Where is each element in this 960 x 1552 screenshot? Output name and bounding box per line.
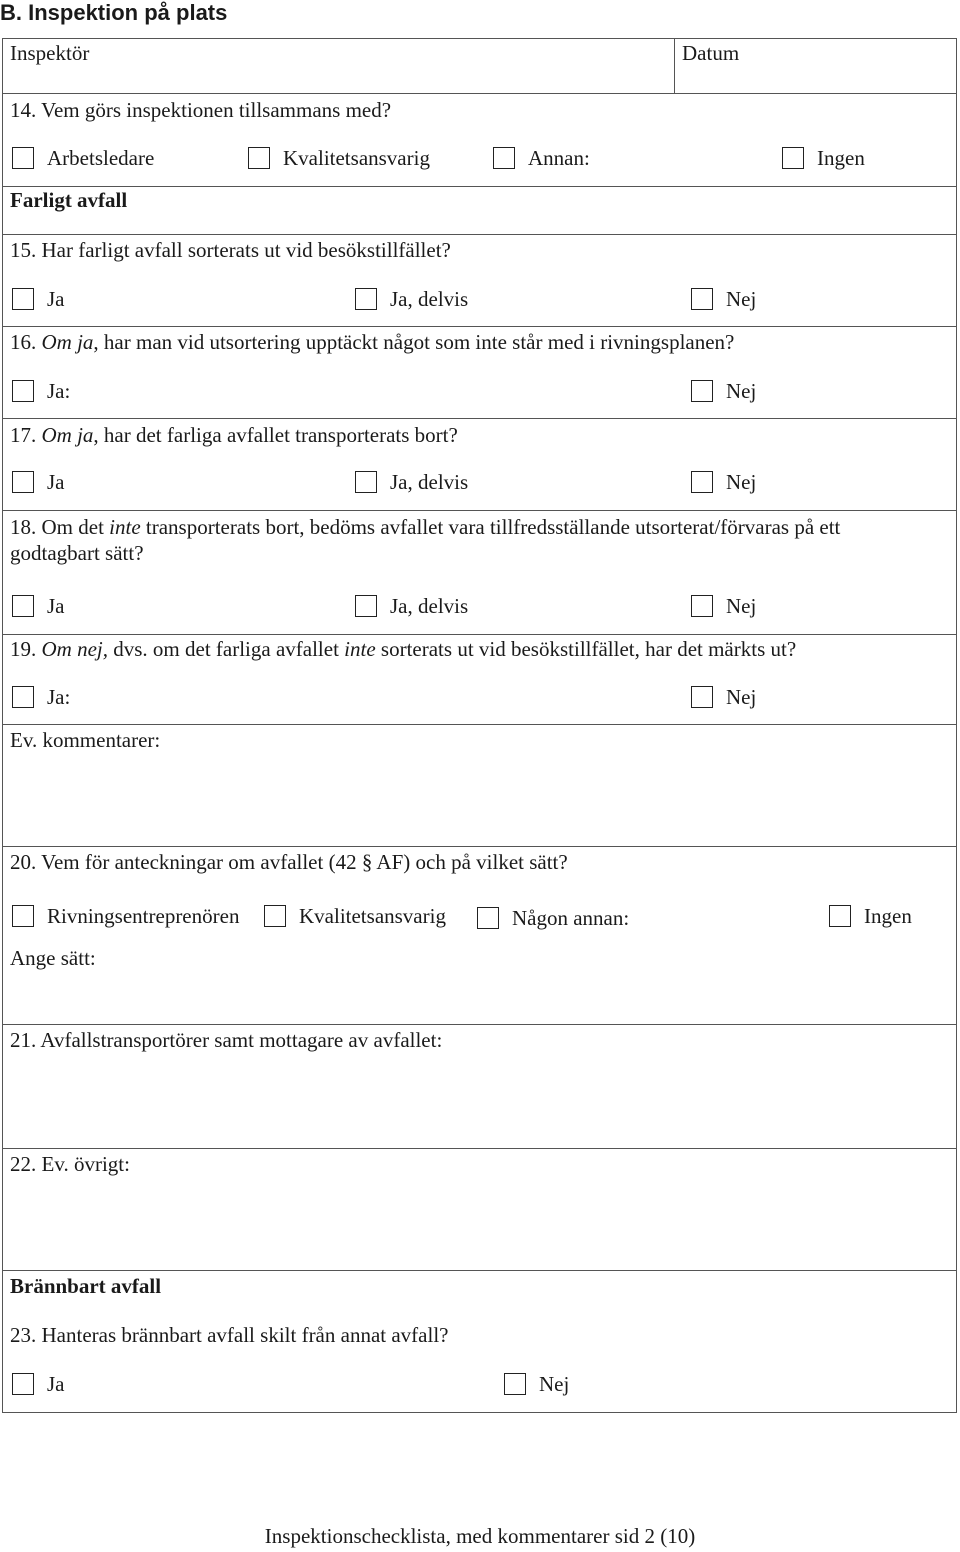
row-divider (2, 418, 957, 419)
option-label: Ingen (864, 904, 912, 928)
q19-number: 19. (10, 637, 37, 661)
option-label: Arbetsledare (47, 146, 155, 170)
form-top-border (2, 38, 957, 39)
checkbox-box[interactable] (12, 905, 34, 927)
option-label: Någon annan: (512, 906, 630, 930)
brannbart-avfall-heading: Brännbart avfall (10, 1274, 162, 1298)
checkbox-box[interactable] (829, 905, 851, 927)
checkbox-box[interactable] (12, 595, 34, 617)
form-right-border (956, 38, 957, 1412)
option-label: Nej (539, 1372, 570, 1396)
q14-question: 14. Vem görs inspektionen tillsammans med? (10, 98, 392, 122)
q18-question (10, 515, 840, 539)
q19-rest: sorterats ut vid besökstillfället, har det märkts ut? (375, 637, 797, 661)
checkbox-box[interactable] (12, 1373, 34, 1395)
row-divider (2, 846, 957, 847)
q22-question: 22. Ev. övrigt: (10, 1152, 130, 1176)
checkbox-box[interactable] (355, 471, 377, 493)
checkbox-box[interactable] (355, 288, 377, 310)
option-label: Ja, delvis (390, 470, 469, 494)
option-label: Nej (726, 379, 757, 403)
option-label: Ja (47, 594, 65, 618)
row-divider (2, 93, 957, 94)
option-label: Nej (726, 685, 757, 709)
option-label: Kvalitetsansvarig (299, 904, 446, 928)
date-label: Datum (682, 41, 740, 65)
q18-inte: inte (109, 515, 141, 539)
option-label: Kvalitetsansvarig (283, 146, 430, 170)
q16-number: 16. (10, 330, 37, 354)
checkbox-box[interactable] (691, 686, 713, 708)
q18-pre: 18. Om det (10, 515, 110, 539)
q20-method-label: Ange sätt: (10, 946, 96, 970)
q20-question: 20. Vem för anteckningar om avfallet (42 § AF) och på vilket sätt? (10, 850, 568, 874)
option-label: Rivningsentreprenören (47, 904, 240, 928)
option-label: Nej (726, 594, 757, 618)
q19-question (10, 637, 796, 661)
checkbox-box[interactable] (477, 907, 499, 929)
checkbox-box[interactable] (12, 147, 34, 169)
row-divider (2, 510, 957, 511)
checkbox-box[interactable] (691, 595, 713, 617)
q21-question: 21. Avfallstransportörer samt mottagare av avfallet: (10, 1028, 443, 1052)
row-divider (2, 1024, 957, 1025)
q23-question: 23. Hanteras brännbart avfall skilt från annat avfall? (10, 1323, 449, 1347)
q17-question (10, 423, 458, 447)
option-label: Annan: (528, 146, 590, 170)
row-divider (2, 1270, 957, 1271)
checkbox-box[interactable] (355, 595, 377, 617)
q18-question-line2: godtagbart sätt? (10, 541, 144, 565)
option-label: Ja (47, 287, 65, 311)
option-label: Ja: (47, 685, 71, 709)
q16-om-ja: Om ja (41, 330, 94, 354)
section-title: B. Inspektion på plats (0, 0, 228, 25)
checkbox-box[interactable] (691, 288, 713, 310)
date-divider (674, 38, 675, 93)
checkbox-box[interactable] (691, 471, 713, 493)
checkbox-box[interactable] (493, 147, 515, 169)
option-label: Ja (47, 1372, 65, 1396)
row-divider (2, 1148, 957, 1149)
checkbox-box[interactable] (12, 686, 34, 708)
farligt-avfall-heading: Farligt avfall (10, 188, 128, 212)
row-divider (2, 234, 957, 235)
row-divider (2, 186, 957, 187)
q15-question: 15. Har farligt avfall sorterats ut vid besökstillfället? (10, 238, 451, 262)
form-bottom-border (2, 1412, 957, 1413)
q18-post: transporterats bort, bedöms avfallet vara tillfredsställande utsorterat/förvaras på ett (140, 515, 841, 539)
checkbox-box[interactable] (264, 905, 286, 927)
q19-inte: inte (344, 637, 376, 661)
q17-rest: , har det farliga avfallet transporterats bort? (93, 423, 458, 447)
option-label: Ja (47, 470, 65, 494)
row-divider (2, 724, 957, 725)
q16-question (10, 330, 734, 354)
option-label: Nej (726, 470, 757, 494)
checkbox-box[interactable] (12, 471, 34, 493)
q19-om-nej: Om nej, (41, 637, 108, 661)
checkbox-box[interactable] (12, 380, 34, 402)
row-divider (2, 326, 957, 327)
checkbox-box[interactable] (782, 147, 804, 169)
checkbox-box[interactable] (248, 147, 270, 169)
checkbox-box[interactable] (12, 288, 34, 310)
page-footer: Inspektionschecklista, med kommentarer sid 2 (10) (264, 1524, 696, 1548)
checkbox-box[interactable] (691, 380, 713, 402)
option-label: Ja, delvis (390, 594, 469, 618)
option-label: Ja, delvis (390, 287, 469, 311)
q16-rest: , har man vid utsortering upptäckt något som inte står med i rivningsplanen? (93, 330, 735, 354)
option-label: Ja: (47, 379, 71, 403)
form-left-border (2, 38, 3, 1412)
inspector-label: Inspektör (10, 41, 90, 65)
row-divider (2, 634, 957, 635)
q19-comments-label: Ev. kommentarer: (10, 728, 161, 752)
q17-om-ja: Om ja (41, 423, 94, 447)
q17-number: 17. (10, 423, 37, 447)
option-label: Ingen (817, 146, 865, 170)
checkbox-box[interactable] (504, 1373, 526, 1395)
option-label: Nej (726, 287, 757, 311)
q19-mid: dvs. om det farliga avfallet (108, 637, 345, 661)
